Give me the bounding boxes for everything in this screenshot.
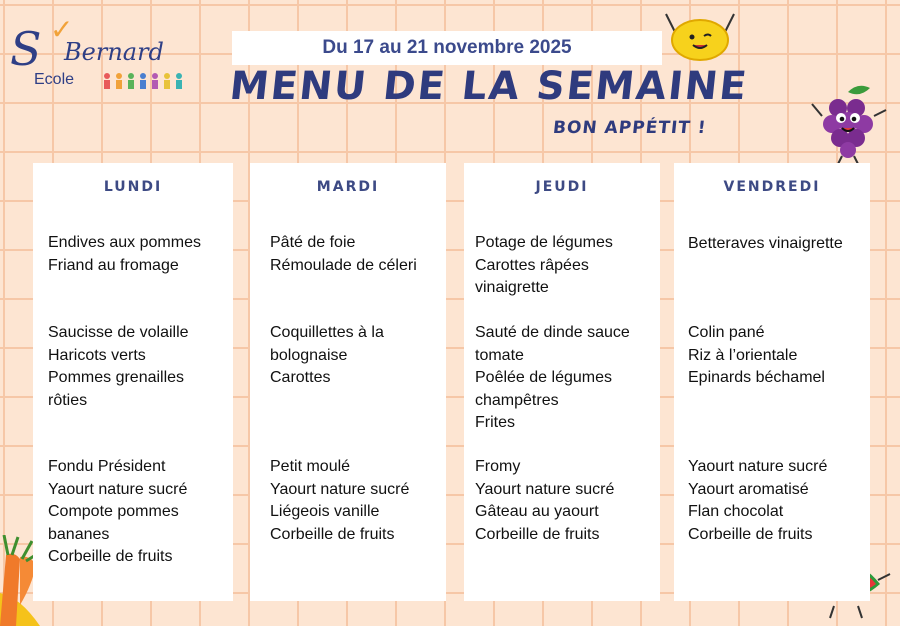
- menu-item: Compote pommes: [48, 503, 179, 520]
- menu-item: Carottes: [270, 369, 331, 386]
- mains-group: [475, 322, 652, 435]
- menu-item: Riz à l’orientale: [688, 346, 798, 364]
- menu-item: Yaourt nature sucré: [270, 480, 410, 498]
- menu-item: Saucisse de volaille: [48, 324, 189, 341]
- menu-item: Poêlée de légumes: [475, 369, 612, 386]
- menu-item: Haricots verts: [48, 346, 146, 364]
- day-heading: VENDREDI: [723, 179, 821, 195]
- desserts-group: [48, 456, 225, 569]
- menu-item: Endives aux pommes: [48, 234, 201, 251]
- menu-item: Friand au fromage: [48, 256, 179, 274]
- day-heading: LUNDI: [103, 179, 163, 195]
- day-card-jeudi: [464, 163, 660, 601]
- mains-group: [270, 322, 438, 390]
- desserts-group: [475, 456, 652, 546]
- menu-item: Yaourt nature sucré: [688, 458, 828, 475]
- menu-item: Betteraves vinaigrette: [688, 235, 843, 252]
- date-range: Du 17 au 21 novembre 2025: [322, 37, 572, 58]
- day-card-vendredi: [674, 163, 870, 601]
- menu-item: Corbeille de fruits: [48, 548, 173, 565]
- menu-item: bolognaise: [270, 346, 348, 364]
- starters-group: [688, 233, 862, 256]
- logo-initial: S: [10, 22, 42, 76]
- menu-item: bananes: [48, 525, 110, 543]
- day-heading: JEUDI: [535, 179, 589, 195]
- menu-item: Corbeille de fruits: [475, 525, 600, 543]
- menu-item: Fondu Président: [48, 458, 166, 475]
- desserts-group: [270, 456, 438, 546]
- menu-item: tomate: [475, 346, 524, 364]
- menu-item: Sauté de dinde sauce: [475, 324, 630, 341]
- day-card-mardi: [250, 163, 446, 601]
- logo-name: Bernard: [64, 38, 164, 66]
- logo-accent-icon: ✓: [50, 13, 74, 46]
- menu-item: Gâteau au yaourt: [475, 503, 599, 520]
- menu-item: Fromy: [475, 458, 521, 475]
- menu-item: Yaourt nature sucré: [475, 480, 615, 498]
- mains-group: [48, 322, 225, 412]
- menu-item: Corbeille de fruits: [270, 525, 395, 543]
- children-icon: [102, 72, 186, 90]
- desserts-group: [688, 456, 862, 546]
- menu-item: Petit moulé: [270, 458, 351, 475]
- menu-item: Yaourt nature sucré: [48, 480, 188, 498]
- starters-group: [270, 232, 438, 277]
- logo-school: Ecole: [34, 71, 75, 88]
- menu-item: Pommes grenailles: [48, 369, 185, 386]
- menu-item: Colin pané: [688, 324, 765, 341]
- school-logo: [10, 13, 190, 96]
- menu-item: Carottes râpées: [475, 256, 589, 274]
- grape-mascot: [808, 82, 890, 166]
- lemon-mascot: [662, 8, 738, 64]
- menu-item: Epinards béchamel: [688, 369, 825, 386]
- day-heading: MARDI: [316, 179, 380, 195]
- menu-item: Coquillettes à la: [270, 324, 384, 341]
- menu-item: Rémoulade de céleri: [270, 256, 417, 274]
- starters-group: [475, 232, 652, 300]
- page-subtitle: BON APPÉTIT !: [551, 118, 708, 138]
- starters-group: [48, 232, 225, 277]
- menu-item: Flan chocolat: [688, 503, 784, 520]
- menu-item: Corbeille de fruits: [688, 525, 813, 543]
- menu-item: vinaigrette: [475, 279, 549, 296]
- menu-item: Liégeois vanille: [270, 503, 380, 520]
- menu-item: Yaourt aromatisé: [688, 480, 809, 498]
- menu-item: Pâté de foie: [270, 234, 356, 251]
- menu-item: Frites: [475, 414, 515, 431]
- date-range-box: [232, 31, 662, 65]
- menu-item: champêtres: [475, 391, 559, 409]
- day-card-lundi: [33, 163, 233, 601]
- mains-group: [688, 322, 862, 390]
- menu-item: Potage de légumes: [475, 234, 613, 251]
- page-title: MENU DE LA SEMAINE: [227, 64, 751, 109]
- menu-item: rôties: [48, 391, 88, 409]
